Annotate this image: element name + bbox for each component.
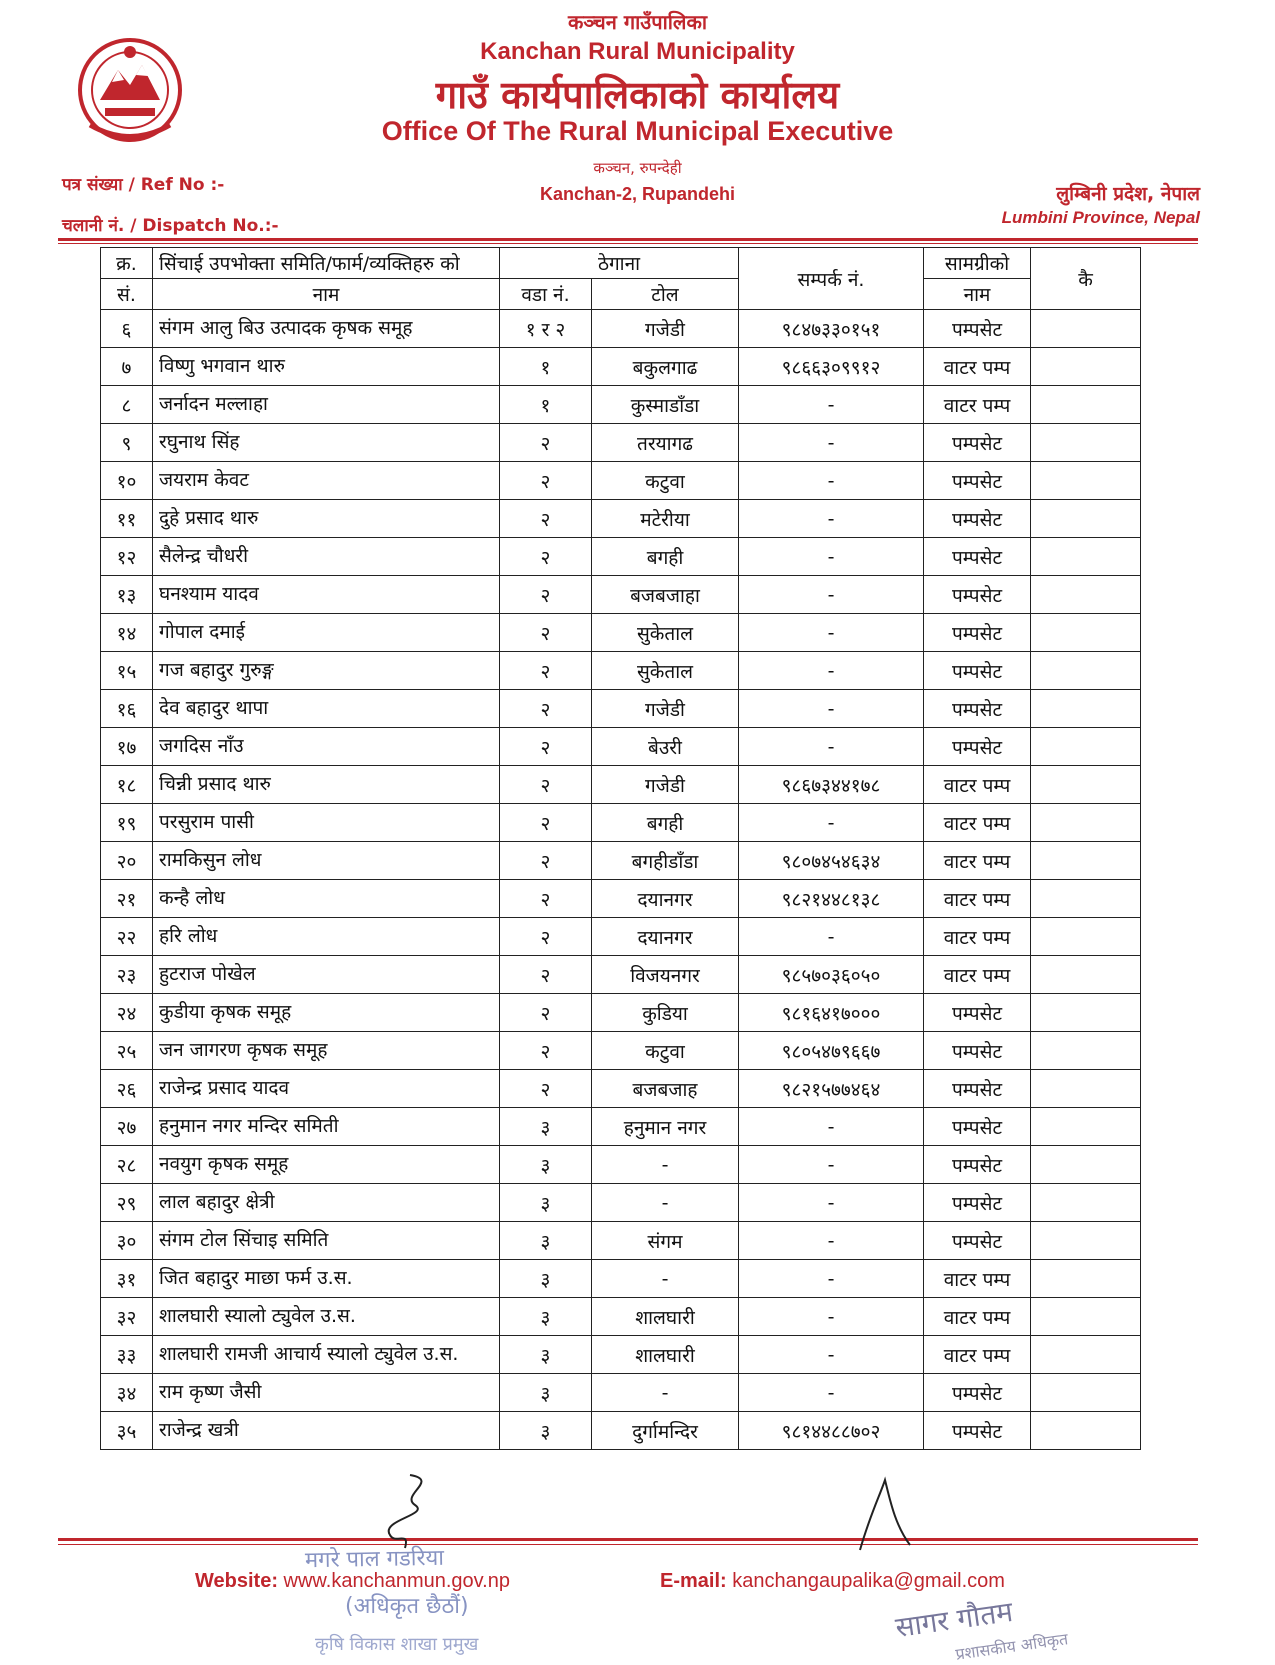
item-cell: पम्पसेट [924,614,1031,652]
name-cell: शालघारी रामजी आचार्य स्यालो ट्युवेल उ.स. [153,1336,500,1374]
table-row [101,1222,1141,1260]
table-row [101,1184,1141,1222]
contact-cell: - [739,804,924,842]
item-cell: पम्पसेट [924,538,1031,576]
contact-cell: - [739,918,924,956]
ward-cell: ३ [500,1146,592,1184]
signer-stamp-title: प्रशासकीय अधिकृत [954,1629,1070,1664]
tole-cell: शालघारी [592,1336,739,1374]
ward-cell: २ [500,652,592,690]
remarks-cell [1031,1374,1141,1412]
remarks-cell [1031,462,1141,500]
name-cell: हुटराज पोखेल [153,956,500,994]
table-row [101,956,1141,994]
sn-header-1: क्र. [101,248,153,279]
website-label: Website: [195,1570,278,1592]
ward-cell: १ [500,348,592,386]
signer-stamp-name: सागर गौतम [893,1594,1015,1645]
tole-cell: सुकेताल [592,614,739,652]
office-name-english: Office Of The Rural Municipal Executive [381,116,894,146]
ward-cell: २ [500,728,592,766]
remarks-cell [1031,918,1141,956]
remarks-cell [1031,690,1141,728]
tole-cell: शालघारी [592,1298,739,1336]
contact-cell: - [739,462,924,500]
contact-cell: - [739,576,924,614]
ward-cell: २ [500,500,592,538]
contact-cell: - [739,652,924,690]
tole-cell: कुडिया [592,994,739,1032]
table-row [101,918,1141,956]
serial-cell: २८ [101,1146,153,1184]
tole-cell: हनुमान नगर [592,1108,739,1146]
serial-cell: २० [101,842,153,880]
contact-cell: - [739,538,924,576]
serial-cell: ७ [101,348,153,386]
contact-cell: - [739,500,924,538]
tole-cell: बगही [592,538,739,576]
tole-cell: बगहीडाँडा [592,842,739,880]
remarks-cell [1031,1108,1141,1146]
item-cell: पम्पसेट [924,424,1031,462]
remarks-cell [1031,652,1141,690]
officer-stamp-section: कृषि विकास शाखा प्रमुख [315,1634,479,1655]
ward-cell: २ [500,918,592,956]
serial-cell: ९ [101,424,153,462]
name-cell: कुडीया कृषक समूह [153,994,500,1032]
header-rule-thin [58,243,1198,244]
table-row [101,538,1141,576]
item-header-2: नाम [924,279,1031,310]
ward-cell: २ [500,614,592,652]
item-cell: वाटर पम्प [924,1336,1031,1374]
item-cell: वाटर पम्प [924,842,1031,880]
item-cell: वाटर पम्प [924,386,1031,424]
table-row [101,386,1141,424]
name-cell: रघुनाथ सिंह [153,424,500,462]
contact-cell: - [739,1260,924,1298]
item-cell: पम्पसेट [924,500,1031,538]
name-cell: सैलेन्द्र चौधरी [153,538,500,576]
ward-cell: २ [500,1070,592,1108]
contact-cell: - [739,386,924,424]
item-cell: पम्पसेट [924,690,1031,728]
tole-cell: कटुवा [592,462,739,500]
province-nepali: लुम्बिनी प्रदेश, नेपाल [1056,183,1200,205]
serial-cell: ३२ [101,1298,153,1336]
name-cell: कन्है लोध [153,880,500,918]
contact-cell: ९८१४४८८७०२ [739,1412,924,1450]
table-row [101,1336,1141,1374]
item-cell: वाटर पम्प [924,880,1031,918]
name-cell: गज बहादुर गुरुङ्ग [153,652,500,690]
table-row [101,614,1141,652]
name-cell: शालघारी स्यालो ट्युवेल उ.स. [153,1298,500,1336]
table-row [101,576,1141,614]
contact-cell: - [739,1146,924,1184]
serial-cell: १२ [101,538,153,576]
tole-cell: विजयनगर [592,956,739,994]
contact-cell: - [739,1184,924,1222]
name-cell: हनुमान नगर मन्दिर समिती [153,1108,500,1146]
tole-cell: दयानगर [592,918,739,956]
name-cell: संगम आलु बिउ उत्पादक कृषक समूह [153,310,500,348]
footer-rule [58,1538,1198,1541]
item-cell: पम्पसेट [924,994,1031,1032]
serial-cell: ३४ [101,1374,153,1412]
beneficiary-table [100,247,1141,1450]
serial-cell: ६ [101,310,153,348]
contact-cell: ९८५७०३६०५० [739,956,924,994]
table-row [101,1260,1141,1298]
ward-cell: २ [500,804,592,842]
contact-cell: - [739,728,924,766]
serial-cell: १४ [101,614,153,652]
remarks-cell [1031,500,1141,538]
table-row [101,348,1141,386]
name-cell: हरि लोध [153,918,500,956]
remarks-cell [1031,1412,1141,1450]
remarks-cell [1031,538,1141,576]
table-row [101,766,1141,804]
name-cell: लाल बहादुर क्षेत्री [153,1184,500,1222]
remarks-cell [1031,424,1141,462]
office-name-nepali: गाउँ कार्यपालिकाको कार्यालय [435,73,840,117]
ward-cell: २ [500,766,592,804]
location-english: Kanchan-2, Rupandehi [539,184,736,204]
name-cell: जित बहादुर माछा फर्म उ.स. [153,1260,500,1298]
remarks-cell [1031,1184,1141,1222]
name-cell: चिन्नी प्रसाद थारु [153,766,500,804]
contact-cell: ९८६६३०९९१२ [739,348,924,386]
ward-cell: २ [500,842,592,880]
officer-stamp-name: मगरे पाल गडरिया [304,1545,445,1574]
remarks-cell [1031,1298,1141,1336]
table-row [101,1374,1141,1412]
remarks-cell [1031,1070,1141,1108]
tole-cell: गजेडी [592,766,739,804]
serial-cell: ८ [101,386,153,424]
item-cell: पम्पसेट [924,1374,1031,1412]
name-cell: परसुराम पासी [153,804,500,842]
ward-cell: ३ [500,1336,592,1374]
name-cell: जन जागरण कृषक समूह [153,1032,500,1070]
table-row [101,310,1141,348]
ward-cell: ३ [500,1108,592,1146]
item-cell: वाटर पम्प [924,348,1031,386]
remarks-cell [1031,386,1141,424]
tole-cell: दयानगर [592,880,739,918]
item-cell: वाटर पम्प [924,956,1031,994]
table-row [101,842,1141,880]
ward-cell: ३ [500,1260,592,1298]
remarks-cell [1031,842,1141,880]
tole-header: टोल [592,279,739,310]
table-row [101,1070,1141,1108]
remarks-cell [1031,1260,1141,1298]
name-cell: विष्णु भगवान थारु [153,348,500,386]
item-cell: पम्पसेट [924,1222,1031,1260]
email-link[interactable]: kanchangaupalika@gmail.com [732,1570,1005,1592]
contact-cell: ९८२१५७७४६४ [739,1070,924,1108]
item-cell: पम्पसेट [924,462,1031,500]
tole-cell: संगम [592,1222,739,1260]
contact-cell: - [739,690,924,728]
tole-cell: गजेडी [592,690,739,728]
table-row [101,1032,1141,1070]
tole-cell: कुस्माडाँडा [592,386,739,424]
serial-cell: २१ [101,880,153,918]
name-cell: जगदिस नाँउ [153,728,500,766]
item-header-1: सामग्रीको [924,248,1031,279]
remarks-header: कै [1031,248,1141,310]
contact-cell: ९८४७३३०१५१ [739,310,924,348]
item-cell: वाटर पम्प [924,804,1031,842]
remarks-cell [1031,1032,1141,1070]
remarks-cell [1031,1222,1141,1260]
footer-rule-thin [58,1544,1198,1545]
remarks-cell [1031,348,1141,386]
name-cell: दुहे प्रसाद थारु [153,500,500,538]
tole-cell: - [592,1374,739,1412]
item-cell: वाटर पम्प [924,1260,1031,1298]
serial-cell: १५ [101,652,153,690]
remarks-cell [1031,804,1141,842]
name-cell: राजेन्द्र प्रसाद यादव [153,1070,500,1108]
remarks-cell [1031,994,1141,1032]
ward-cell: ३ [500,1298,592,1336]
contact-cell: ९८०५४७९६६७ [739,1032,924,1070]
contact-cell: - [739,424,924,462]
table-body [101,310,1141,1450]
name-header-1: सिंचाई उपभोक्ता समिति/फार्म/व्यक्तिहरु को [153,248,500,279]
ward-cell: २ [500,538,592,576]
province-english: Lumbini Province, Nepal [1001,208,1200,227]
serial-cell: २५ [101,1032,153,1070]
table-row [101,1298,1141,1336]
table-row [101,462,1141,500]
tole-cell: दुर्गामन्दिर [592,1412,739,1450]
name-cell: जर्नादन मल्लाहा [153,386,500,424]
signature-scribble-2 [850,1475,920,1555]
item-cell: पम्पसेट [924,1070,1031,1108]
table-row [101,1412,1141,1450]
sn-header-2: सं. [101,279,153,310]
contact-header: सम्पर्क नं. [739,248,924,310]
remarks-cell [1031,1336,1141,1374]
item-cell: पम्पसेट [924,1184,1031,1222]
tole-cell: कटुवा [592,1032,739,1070]
name-cell: गोपाल दमाई [153,614,500,652]
serial-cell: ११ [101,500,153,538]
tole-cell: मटेरीया [592,500,739,538]
item-cell: पम्पसेट [924,1032,1031,1070]
ward-cell: २ [500,576,592,614]
remarks-cell [1031,766,1141,804]
serial-cell: २६ [101,1070,153,1108]
item-cell: पम्पसेट [924,1412,1031,1450]
remarks-cell [1031,614,1141,652]
ward-cell: ३ [500,1184,592,1222]
serial-cell: १८ [101,766,153,804]
serial-cell: ३१ [101,1260,153,1298]
table-row [101,652,1141,690]
item-cell: वाटर पम्प [924,766,1031,804]
ward-cell: २ [500,424,592,462]
serial-cell: १६ [101,690,153,728]
serial-cell: २७ [101,1108,153,1146]
item-cell: वाटर पम्प [924,1298,1031,1336]
item-cell: वाटर पम्प [924,918,1031,956]
tole-cell: - [592,1146,739,1184]
contact-cell: - [739,1108,924,1146]
item-cell: पम्पसेट [924,652,1031,690]
tole-cell: बेउरी [592,728,739,766]
tole-cell: बजबजाह [592,1070,739,1108]
remarks-cell [1031,956,1141,994]
table-row [101,880,1141,918]
ward-cell: ३ [500,1374,592,1412]
table-row [101,1108,1141,1146]
ward-cell: १ र २ [500,310,592,348]
name-cell: राजेन्द्र खत्री [153,1412,500,1450]
remarks-cell [1031,1146,1141,1184]
name-cell: संगम टोल सिंचाइ समिति [153,1222,500,1260]
remarks-cell [1031,728,1141,766]
serial-cell: १९ [101,804,153,842]
ward-cell: २ [500,1032,592,1070]
serial-cell: ३० [101,1222,153,1260]
tole-cell: सुकेताल [592,652,739,690]
item-cell: पम्पसेट [924,310,1031,348]
ward-cell: ३ [500,1412,592,1450]
tole-cell: बकुलगाढ [592,348,739,386]
location-nepali: कञ्चन, रुपन्देही [593,159,682,177]
name-cell: देव बहादुर थापा [153,690,500,728]
tole-cell: तरयागढ [592,424,739,462]
contact-cell: - [739,1298,924,1336]
contact-cell: ९८०७४५४६३४ [739,842,924,880]
serial-cell: १० [101,462,153,500]
item-cell: पम्पसेट [924,728,1031,766]
ward-cell: २ [500,880,592,918]
ward-cell: २ [500,462,592,500]
tole-cell: बगही [592,804,739,842]
name-header-2: नाम [153,279,500,310]
table-row [101,804,1141,842]
serial-cell: २४ [101,994,153,1032]
table-row [101,728,1141,766]
remarks-cell [1031,310,1141,348]
serial-cell: २३ [101,956,153,994]
tole-cell: - [592,1260,739,1298]
ward-cell: २ [500,690,592,728]
website-link[interactable]: www.kanchanmun.gov.np [283,1570,510,1592]
item-cell: पम्पसेट [924,576,1031,614]
serial-cell: १३ [101,576,153,614]
ward-cell: २ [500,956,592,994]
officer-stamp-title: (अधिकृत छैठौं) [345,1594,469,1619]
footer-email [660,1570,1005,1593]
remarks-cell [1031,576,1141,614]
item-cell: पम्पसेट [924,1146,1031,1184]
ward-cell: १ [500,386,592,424]
ward-cell: ३ [500,1222,592,1260]
municipality-name-nepali: कञ्चन गाउँपालिका [567,10,708,34]
contact-cell: - [739,1336,924,1374]
name-cell: नवयुग कृषक समूह [153,1146,500,1184]
table-row [101,690,1141,728]
serial-cell: २९ [101,1184,153,1222]
remarks-cell [1031,880,1141,918]
serial-cell: ३५ [101,1412,153,1450]
address-header: ठेगाना [500,248,739,279]
table-row [101,500,1141,538]
table-header [101,248,1141,310]
table-row [101,994,1141,1032]
serial-cell: ३३ [101,1336,153,1374]
ref-number-label: पत्र संख्या / Ref No :- [62,175,225,195]
name-cell: रामकिसुन लोध [153,842,500,880]
contact-cell: ९८२१४४८१३८ [739,880,924,918]
contact-cell: - [739,614,924,652]
tole-cell: - [592,1184,739,1222]
header-rule [58,238,1198,241]
municipality-name-english: Kanchan Rural Municipality [480,38,795,65]
name-cell: घनश्याम यादव [153,576,500,614]
serial-cell: १७ [101,728,153,766]
table-row [101,424,1141,462]
tole-cell: गजेडी [592,310,739,348]
signature-scribble [370,1470,450,1550]
contact-cell: - [739,1222,924,1260]
ward-cell: २ [500,994,592,1032]
tole-cell: बजबजाहा [592,576,739,614]
contact-cell: - [739,1374,924,1412]
table-row [101,1146,1141,1184]
name-cell: जयराम केवट [153,462,500,500]
ward-header: वडा नं. [500,279,592,310]
email-label: E-mail: [660,1570,727,1592]
name-cell: राम कृष्ण जैसी [153,1374,500,1412]
contact-cell: ९८१६४१७००० [739,994,924,1032]
item-cell: पम्पसेट [924,1108,1031,1146]
serial-cell: २२ [101,918,153,956]
dispatch-number-label: चलानी नं. / Dispatch No.:- [62,216,279,236]
contact-cell: ९८६७३४४१७८ [739,766,924,804]
